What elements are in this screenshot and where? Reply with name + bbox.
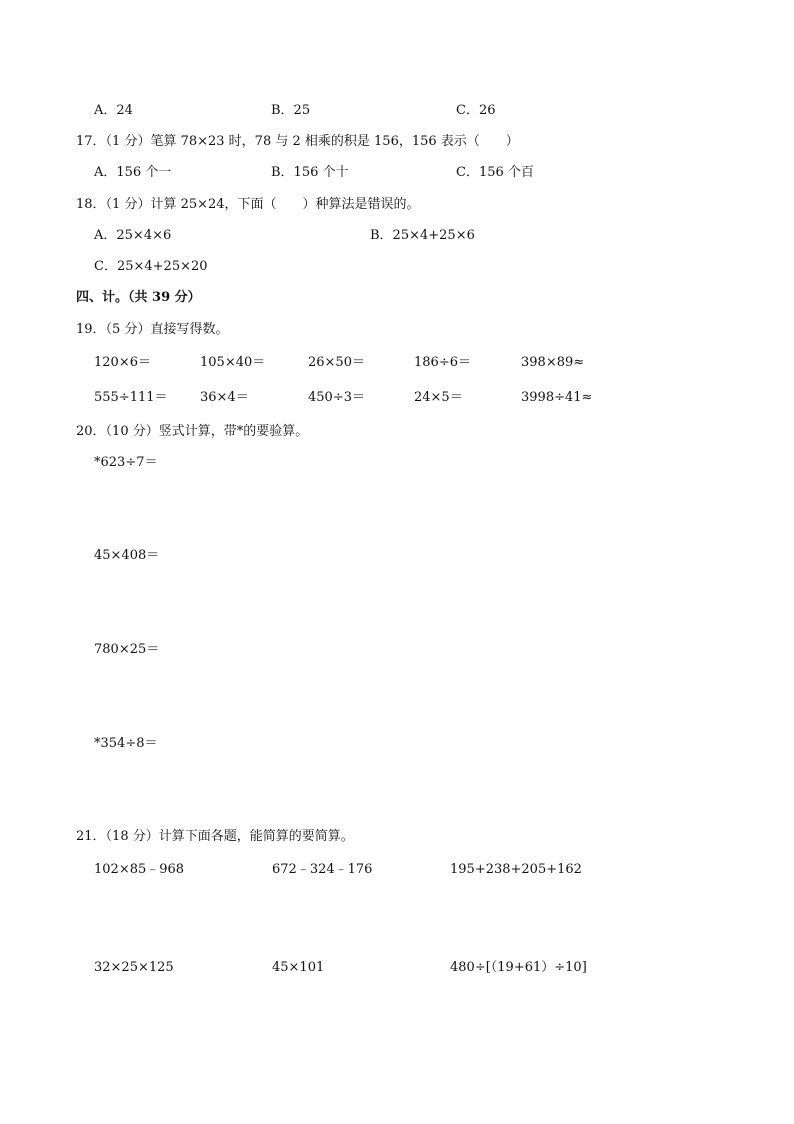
q17-stem: 17．（1 分）笔算 78×23 时，78 与 2 相乘的积是 156，156 表示（ ） [76, 134, 519, 149]
q18-stem: 18．（1 分）计算 25×24，下面（ ）种算法是错误的。 [76, 197, 420, 212]
q18-option-a: A．25×4×6 [94, 228, 172, 243]
q19-item: 555÷111＝ [94, 390, 168, 405]
q21-item: 102×85﹣968 [94, 862, 185, 877]
q18-option-b: B．25×4+25×6 [370, 228, 475, 243]
q19-item: 3998÷41≈ [521, 390, 593, 405]
q19-item: 24×5＝ [414, 390, 463, 405]
q17-option-a: A．156 个一 [94, 165, 172, 180]
q21-item: 195+238+205+162 [450, 862, 582, 877]
q16-option-c: C．26 [456, 103, 496, 118]
q19-item: 26×50＝ [308, 355, 365, 370]
q20-item: *623÷7＝ [94, 455, 158, 470]
q19-item: 105×40＝ [200, 355, 266, 370]
q16-option-a: A．24 [94, 103, 133, 118]
section-4-heading: 四、计。（共 39 分） [76, 290, 201, 305]
q19-item: 36×4＝ [200, 390, 249, 405]
q19-item: 186÷6＝ [414, 355, 471, 370]
q20-item: *354÷8＝ [94, 736, 158, 751]
q21-stem: 21．（18 分）计算下面各题，能简算的要简算。 [76, 829, 354, 844]
q20-stem: 20．（10 分）竖式计算，带*的要验算。 [76, 424, 309, 439]
q19-stem: 19．（5 分）直接写得数。 [76, 322, 229, 337]
q21-item: 480÷[（19+61）÷10] [450, 960, 587, 975]
q20-item: 780×25＝ [94, 642, 160, 657]
q20-item: 45×408＝ [94, 548, 160, 563]
q19-item: 120×6＝ [94, 355, 151, 370]
q21-item: 32×25×125 [94, 960, 174, 975]
q19-item: 450÷3＝ [308, 390, 365, 405]
q21-item: 45×101 [272, 960, 325, 975]
q21-item: 672﹣324﹣176 [272, 862, 373, 877]
q17-option-c: C．156 个百 [456, 165, 534, 180]
q19-item: 398×89≈ [521, 355, 585, 370]
q16-option-b: B．25 [271, 103, 311, 118]
q17-option-b: B．156 个十 [271, 165, 349, 180]
q18-option-c: C．25×4+25×20 [94, 259, 208, 274]
